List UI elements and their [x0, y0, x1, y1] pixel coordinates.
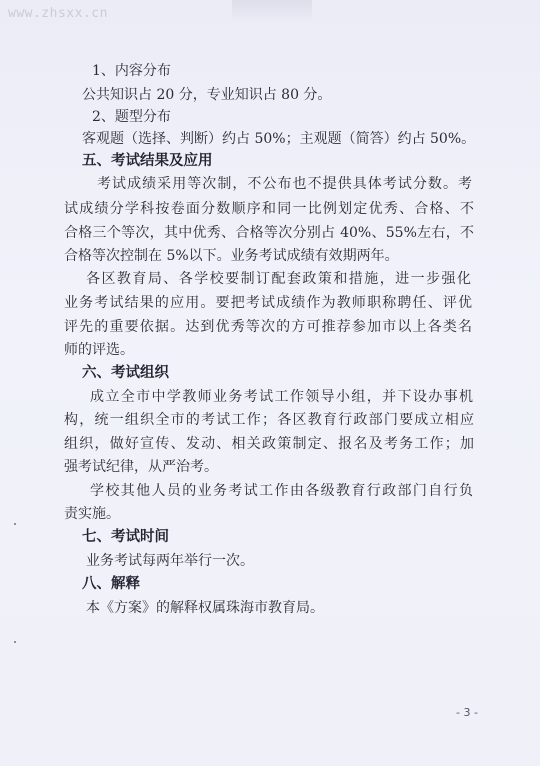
section8-text: 本《方案》的解释权属珠海市教育局。: [86, 600, 324, 616]
section8-heading: 八、解释: [82, 576, 140, 592]
section7-heading: 七、考试时间: [82, 529, 169, 545]
section6-heading: 六、考试组织: [82, 365, 169, 381]
s6-p1-line: 强考试纪律，从严治考。: [64, 459, 218, 475]
s5-p2-line: 评先的重要依据。达到优秀等次的方可推荐参加市以上各类名: [64, 319, 472, 335]
content-dist-text: 公共知识占 20 分，专业知识占 80 分。: [82, 87, 332, 103]
watermark: www.zhsxx.cn: [8, 6, 108, 21]
page-number: - 3 -: [456, 706, 478, 719]
s6-p2-line: 学校其他人员的业务考试工作由各级教育行政部门自行负: [90, 483, 473, 499]
s5-p1-line: 考试成绩采用等次制，不公布也不提供具体考试分数。考: [97, 176, 472, 192]
type-dist-heading: 2、题型分布: [92, 109, 171, 125]
s5-p1-line: 试成绩分学科按卷面分数顺序和同一比例划定优秀、合格、不: [64, 201, 474, 217]
s6-p1-line: 构，统一组织全市的考试工作；各区教育行政部门要成立相应: [64, 412, 474, 428]
section5-heading: 五、考试结果及应用: [82, 153, 213, 169]
scan-speck: [14, 641, 16, 643]
type-dist-text: 客观题（选择、判断）约占 50%；主观题（简答）约占 50%。: [82, 131, 476, 147]
s5-p1-line: 合格等次控制在 5%以下。业务考试成绩有效期两年。: [64, 248, 399, 264]
scan-artifact: [232, 0, 312, 22]
content-dist-heading: 1、内容分布: [92, 63, 171, 79]
scan-speck: [14, 523, 16, 525]
s5-p2-line: 各区教育局、各学校要制订配套政策和措施，进一步强化: [86, 271, 471, 287]
s6-p2-line: 责实施。: [64, 506, 120, 522]
s6-p1-line: 组织，做好宣传、发动、相关政策制定、报名及考务工作；加: [64, 436, 474, 452]
s5-p2-line: 业务考试结果的应用。要把考试成绩作为教师职称聘任、评优: [64, 295, 472, 311]
section7-text: 业务考试每两年举行一次。: [86, 553, 254, 569]
s5-p1-line: 合格三个等次，其中优秀、合格等次分别占 40%、55%左右，不: [64, 225, 474, 241]
s6-p1-line: 成立全市中学教师业务考试工作领导小组，并下设办事机: [90, 389, 473, 405]
s5-p2-line: 师的评选。: [64, 342, 134, 358]
